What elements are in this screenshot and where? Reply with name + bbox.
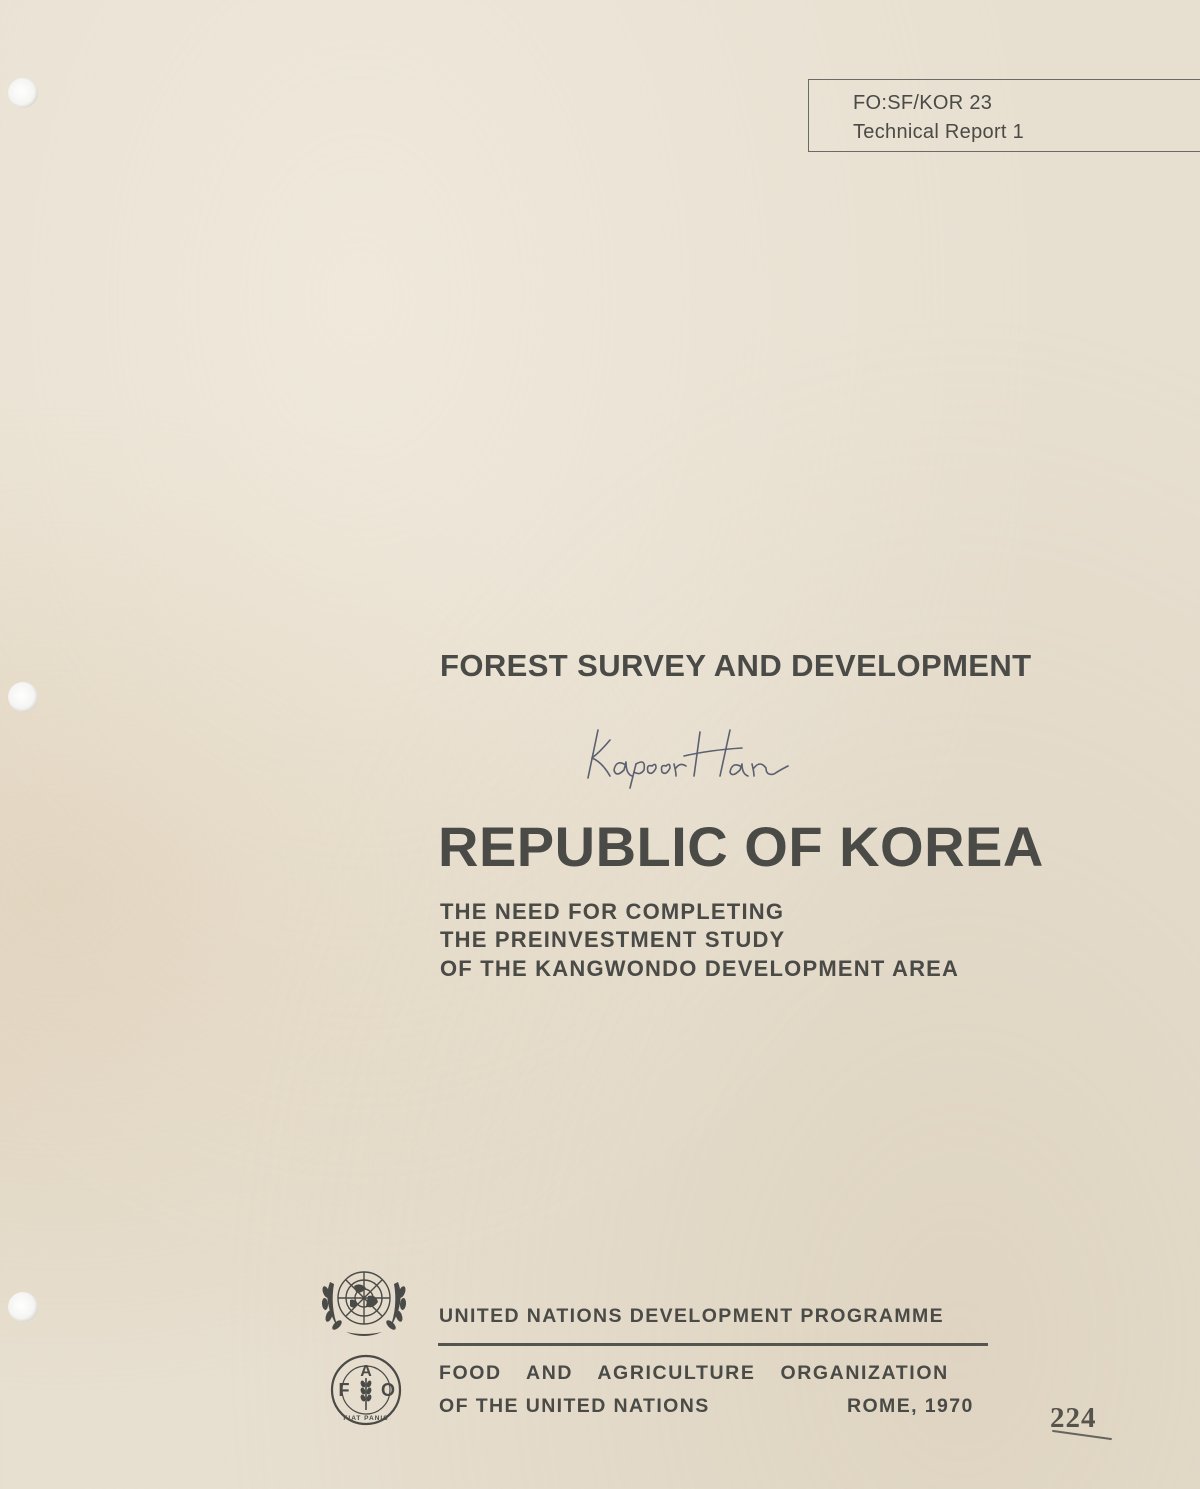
subtitle-line-3: OF THE KANGWONDO DEVELOPMENT AREA xyxy=(440,956,960,981)
reference-code: FO:SF/KOR 23 xyxy=(853,92,993,114)
punch-hole-bottom xyxy=(8,1292,38,1322)
undp-name: UNITED NATIONS DEVELOPMENT PROGRAMME xyxy=(439,1305,945,1327)
reference-report: Technical Report 1 xyxy=(853,121,1025,143)
subtitle-line-1: THE NEED FOR COMPLETING xyxy=(440,899,785,924)
handwritten-signature xyxy=(580,720,810,790)
un-emblem xyxy=(316,1262,412,1342)
punch-hole-top xyxy=(8,78,38,108)
fao-name-line-1: FOOD AND AGRICULTURE ORGANIZATION xyxy=(439,1362,949,1384)
handwritten-number: 224 xyxy=(1050,1402,1097,1434)
fao-emblem xyxy=(326,1354,406,1426)
svg-text:O: O xyxy=(380,1380,396,1400)
svg-text:F: F xyxy=(338,1380,350,1400)
country-heading: REPUBLIC OF KOREA xyxy=(438,815,1044,878)
fao-name-line-2: OF THE UNITED NATIONS xyxy=(439,1395,710,1417)
svg-text:FIAT PANIS: FIAT PANIS xyxy=(343,1415,389,1422)
punch-hole-middle xyxy=(8,682,38,712)
reference-box xyxy=(808,79,1200,152)
svg-text:A: A xyxy=(360,1363,372,1380)
subtitle-line-2: THE PREINVESTMENT STUDY xyxy=(440,927,786,952)
document-title: FOREST SURVEY AND DEVELOPMENT xyxy=(440,648,1032,683)
publication-place-year: ROME, 1970 xyxy=(847,1395,974,1417)
divider-rule xyxy=(438,1343,988,1346)
